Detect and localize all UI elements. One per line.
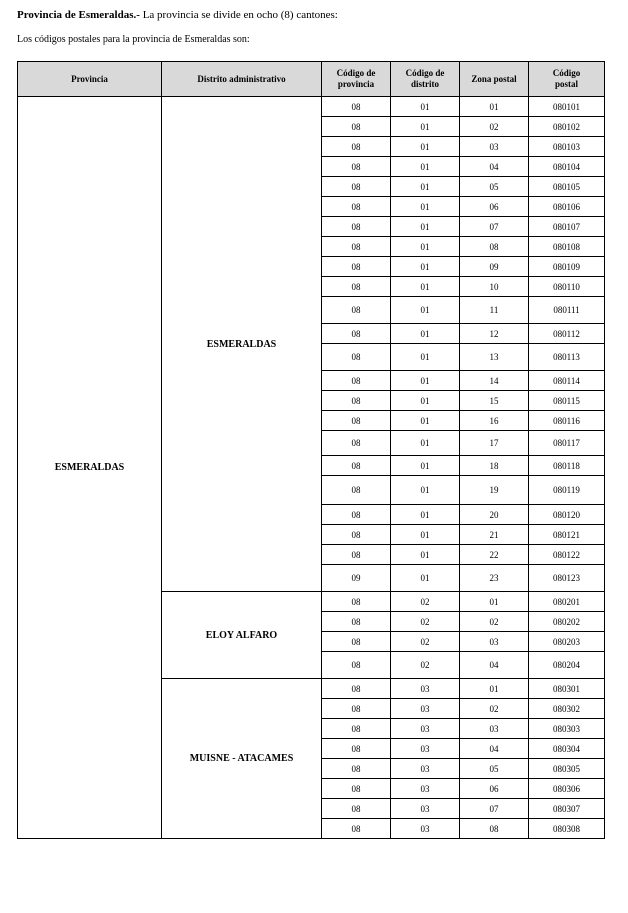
district-code-cell: 03 — [391, 739, 460, 759]
province-code-cell: 08 — [322, 505, 391, 525]
postal-code-cell: 080115 — [529, 391, 605, 411]
district-cell: ELOY ALFARO — [162, 592, 322, 679]
postal-code-cell: 080202 — [529, 612, 605, 632]
province-code-cell: 08 — [322, 699, 391, 719]
province-code-cell: 08 — [322, 525, 391, 545]
postal-code-cell: 080117 — [529, 431, 605, 456]
district-code-cell: 01 — [391, 157, 460, 177]
district-cell: ESMERALDAS — [162, 97, 322, 592]
postal-code-cell: 080101 — [529, 97, 605, 117]
province-code-cell: 08 — [322, 679, 391, 699]
province-code-cell: 08 — [322, 217, 391, 237]
header-district: Distrito administrativo — [162, 62, 322, 97]
district-code-cell: 01 — [391, 237, 460, 257]
zone-cell: 18 — [460, 456, 529, 476]
postal-code-cell: 080112 — [529, 324, 605, 344]
zone-cell: 19 — [460, 476, 529, 505]
district-code-cell: 02 — [391, 592, 460, 612]
province-code-cell: 08 — [322, 344, 391, 371]
postal-code-cell: 080204 — [529, 652, 605, 679]
header-postal-code — [529, 62, 605, 97]
district-code-cell: 03 — [391, 759, 460, 779]
postal-code-cell: 080303 — [529, 719, 605, 739]
province-code-cell: 08 — [322, 157, 391, 177]
province-code-cell: 08 — [322, 177, 391, 197]
zone-cell: 06 — [460, 779, 529, 799]
zone-cell: 04 — [460, 157, 529, 177]
header-district-code — [391, 62, 460, 97]
province-code-cell: 08 — [322, 545, 391, 565]
zone-cell: 07 — [460, 217, 529, 237]
district-code-cell: 01 — [391, 391, 460, 411]
header-province: Provincia — [18, 62, 162, 97]
district-code-cell: 01 — [391, 137, 460, 157]
district-code-cell: 01 — [391, 371, 460, 391]
postal-code-cell: 080304 — [529, 739, 605, 759]
header-row — [18, 62, 605, 97]
province-code-cell: 08 — [322, 431, 391, 456]
header-zone: Zona postal — [460, 62, 529, 97]
district-code-cell: 01 — [391, 97, 460, 117]
postal-code-cell: 080203 — [529, 632, 605, 652]
province-code-cell: 08 — [322, 324, 391, 344]
district-code-cell: 03 — [391, 679, 460, 699]
zone-cell: 08 — [460, 237, 529, 257]
province-code-cell: 08 — [322, 739, 391, 759]
header-postal-code-line2: postal — [554, 79, 578, 89]
zone-cell: 03 — [460, 719, 529, 739]
postal-code-cell: 080109 — [529, 257, 605, 277]
district-code-cell: 01 — [391, 456, 460, 476]
province-code-cell: 08 — [322, 819, 391, 839]
postal-code-cell: 080116 — [529, 411, 605, 431]
postal-code-cell: 080305 — [529, 759, 605, 779]
province-code-cell: 08 — [322, 237, 391, 257]
province-code-cell: 08 — [322, 277, 391, 297]
district-cell: MUISNE - ATACAMES — [162, 679, 322, 839]
district-code-cell: 03 — [391, 819, 460, 839]
zone-cell: 04 — [460, 652, 529, 679]
postal-code-cell: 080110 — [529, 277, 605, 297]
postal-code-cell: 080301 — [529, 679, 605, 699]
district-code-cell: 03 — [391, 719, 460, 739]
zone-cell: 01 — [460, 679, 529, 699]
zone-cell: 16 — [460, 411, 529, 431]
postal-code-cell: 080123 — [529, 565, 605, 592]
district-code-cell: 01 — [391, 344, 460, 371]
header-postal-code-line1: Código — [552, 68, 581, 78]
province-code-cell: 08 — [322, 297, 391, 324]
header-district-code-line1: Código de — [405, 68, 445, 78]
district-code-cell: 01 — [391, 217, 460, 237]
zone-cell: 22 — [460, 545, 529, 565]
district-code-cell: 01 — [391, 117, 460, 137]
zone-cell: 11 — [460, 297, 529, 324]
province-code-cell: 08 — [322, 612, 391, 632]
zone-cell: 10 — [460, 277, 529, 297]
header-province-code — [322, 62, 391, 97]
province-code-cell: 08 — [322, 799, 391, 819]
district-code-cell: 01 — [391, 277, 460, 297]
intro-line — [17, 8, 338, 22]
zone-cell: 07 — [460, 799, 529, 819]
district-code-cell: 01 — [391, 505, 460, 525]
zone-cell: 02 — [460, 612, 529, 632]
district-code-cell: 03 — [391, 699, 460, 719]
zone-cell: 04 — [460, 739, 529, 759]
province-code-cell: 08 — [322, 759, 391, 779]
postal-code-cell: 080105 — [529, 177, 605, 197]
postal-code-cell: 080306 — [529, 779, 605, 799]
district-code-cell: 01 — [391, 565, 460, 592]
zone-cell: 17 — [460, 431, 529, 456]
province-cell: ESMERALDAS — [18, 97, 162, 839]
province-code-cell: 08 — [322, 257, 391, 277]
province-code-cell: 08 — [322, 97, 391, 117]
zone-cell: 23 — [460, 565, 529, 592]
header-province-code-line2: provincia — [337, 79, 375, 89]
postal-code-cell: 080103 — [529, 137, 605, 157]
district-code-cell: 01 — [391, 197, 460, 217]
province-code-cell: 08 — [322, 371, 391, 391]
province-code-cell: 08 — [322, 411, 391, 431]
province-code-cell: 08 — [322, 456, 391, 476]
postal-code-cell: 080308 — [529, 819, 605, 839]
postal-code-cell: 080104 — [529, 157, 605, 177]
district-code-cell: 01 — [391, 177, 460, 197]
postal-code-cell: 080102 — [529, 117, 605, 137]
province-code-cell: 08 — [322, 592, 391, 612]
district-code-cell: 01 — [391, 431, 460, 456]
postal-codes-table — [17, 61, 605, 839]
zone-cell: 15 — [460, 391, 529, 411]
intro-bold: Provincia de Esmeraldas.- — [17, 9, 140, 21]
header-province-code-line1: Código de — [336, 68, 376, 78]
postal-code-cell: 080106 — [529, 197, 605, 217]
postal-code-cell: 080121 — [529, 525, 605, 545]
postal-code-cell: 080201 — [529, 592, 605, 612]
district-code-cell: 02 — [391, 632, 460, 652]
postal-code-cell: 080113 — [529, 344, 605, 371]
postal-code-cell: 080114 — [529, 371, 605, 391]
postal-code-cell: 080119 — [529, 476, 605, 505]
district-code-cell: 01 — [391, 324, 460, 344]
district-code-cell: 03 — [391, 799, 460, 819]
zone-cell: 06 — [460, 197, 529, 217]
zone-cell: 21 — [460, 525, 529, 545]
postal-code-cell: 080122 — [529, 545, 605, 565]
postal-code-cell: 080302 — [529, 699, 605, 719]
postal-code-cell: 080108 — [529, 237, 605, 257]
postal-code-cell: 080107 — [529, 217, 605, 237]
zone-cell: 02 — [460, 117, 529, 137]
postal-code-cell: 080120 — [529, 505, 605, 525]
district-code-cell: 01 — [391, 476, 460, 505]
province-code-cell: 08 — [322, 476, 391, 505]
district-code-cell: 03 — [391, 779, 460, 799]
province-code-cell: 08 — [322, 652, 391, 679]
zone-cell: 03 — [460, 632, 529, 652]
province-code-cell: 08 — [322, 779, 391, 799]
zone-cell: 09 — [460, 257, 529, 277]
province-code-cell: 09 — [322, 565, 391, 592]
district-code-cell: 01 — [391, 525, 460, 545]
intro-text: La provincia se divide en ocho (8) cantones: — [139, 9, 338, 21]
province-code-cell: 08 — [322, 197, 391, 217]
zone-cell: 01 — [460, 97, 529, 117]
postal-code-cell: 080111 — [529, 297, 605, 324]
zone-cell: 12 — [460, 324, 529, 344]
postal-code-cell: 080307 — [529, 799, 605, 819]
district-code-cell: 01 — [391, 411, 460, 431]
zone-cell: 03 — [460, 137, 529, 157]
zone-cell: 08 — [460, 819, 529, 839]
district-code-cell: 01 — [391, 545, 460, 565]
zone-cell: 14 — [460, 371, 529, 391]
zone-cell: 02 — [460, 699, 529, 719]
district-code-cell: 02 — [391, 652, 460, 679]
district-code-cell: 02 — [391, 612, 460, 632]
postal-code-cell: 080118 — [529, 456, 605, 476]
zone-cell: 05 — [460, 759, 529, 779]
table-body — [18, 97, 605, 839]
district-code-cell: 01 — [391, 257, 460, 277]
province-code-cell: 08 — [322, 632, 391, 652]
zone-cell: 05 — [460, 177, 529, 197]
table-row — [18, 97, 605, 117]
province-code-cell: 08 — [322, 117, 391, 137]
subtitle: Los códigos postales para la provincia de Esmeraldas son: — [17, 34, 250, 45]
district-code-cell: 01 — [391, 297, 460, 324]
province-code-cell: 08 — [322, 391, 391, 411]
zone-cell: 01 — [460, 592, 529, 612]
province-code-cell: 08 — [322, 719, 391, 739]
zone-cell: 13 — [460, 344, 529, 371]
header-district-code-line2: distrito — [411, 79, 439, 89]
zone-cell: 20 — [460, 505, 529, 525]
province-code-cell: 08 — [322, 137, 391, 157]
